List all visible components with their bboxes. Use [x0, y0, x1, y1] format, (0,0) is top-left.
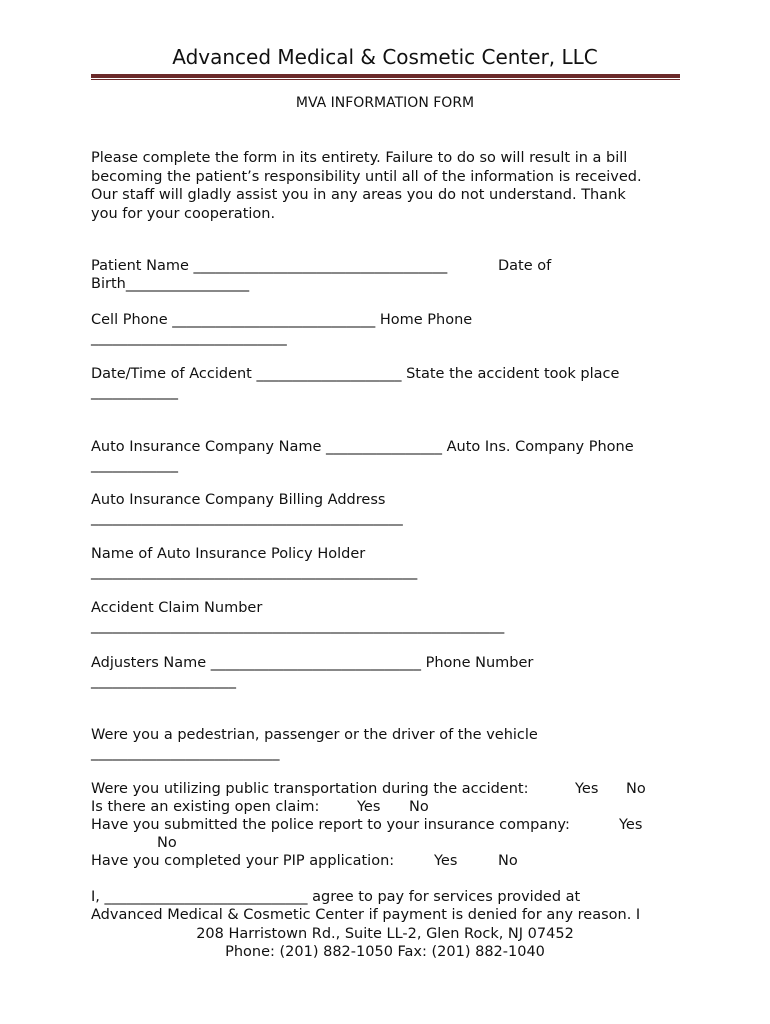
footer-phone: Phone: (201) 882-1050 Fax: (201) 882-1040 [225, 944, 545, 960]
policy-holder-field[interactable]: _____________________________________________ [91, 564, 418, 580]
adjuster-name-field[interactable]: Adjusters Name _____________________________ Phone Number [91, 655, 534, 671]
intro-line: Please complete the form in its entirety. Failure to do so will result in a bill [91, 150, 628, 166]
home-phone-field[interactable]: ___________________________ [91, 330, 287, 346]
public-transport-no[interactable]: No [626, 781, 646, 797]
form-title: MVA INFORMATION FORM [295, 95, 475, 111]
accident-datetime-field[interactable]: Date/Time of Accident ____________________ State the accident took place [91, 366, 620, 382]
pip-no[interactable]: No [498, 853, 518, 869]
company-title: Advanced Medical & Cosmetic Center, LLC [172, 45, 598, 69]
intro-paragraph [91, 149, 691, 223]
claim-number-label: Accident Claim Number [91, 600, 263, 616]
pip-yes[interactable]: Yes [434, 853, 458, 869]
birth-field[interactable]: Birth_________________ [91, 276, 250, 292]
pedestrian-answer-field[interactable]: __________________________ [91, 745, 280, 761]
policy-holder-label: Name of Auto Insurance Policy Holder [91, 546, 366, 562]
patient-name-field[interactable]: Patient Name ___________________________________ [91, 258, 448, 274]
adjuster-phone-field[interactable]: ____________________ [91, 673, 236, 689]
open-claim-no[interactable]: No [409, 799, 429, 815]
footer-address: 208 Harristown Rd., Suite LL-2, Glen Rock, NJ 07452 [196, 926, 574, 942]
open-claim-question: Is there an existing open claim: [91, 799, 320, 815]
accident-state-field[interactable]: ____________ [91, 384, 178, 400]
open-claim-yes[interactable]: Yes [357, 799, 381, 815]
pedestrian-question: Were you a pedestrian, passenger or the driver of the vehicle [91, 727, 538, 743]
billing-address-label: Auto Insurance Company Billing Address [91, 492, 386, 508]
intro-line: Our staff will gladly assist you in any areas you do not understand. Thank [91, 187, 626, 203]
public-transport-yes[interactable]: Yes [575, 781, 599, 797]
auto-insurance-name-field[interactable]: Auto Insurance Company Name ________________ Auto Ins. Company Phone [91, 439, 634, 455]
agreement-line[interactable]: I, ____________________________ agree to pay for services provided at [91, 889, 581, 905]
pip-question: Have you completed your PIP application: [91, 853, 395, 869]
agreement-line: Advanced Medical & Cosmetic Center if payment is denied for any reason. I [91, 907, 641, 923]
billing-address-field[interactable]: ___________________________________________ [91, 510, 403, 526]
auto-insurance-phone-field[interactable]: ____________ [91, 457, 178, 473]
intro-line: becoming the patient’s responsibility until all of the information is received. [91, 168, 642, 185]
header-divider [91, 74, 680, 78]
police-report-no[interactable]: No [157, 835, 177, 851]
date-of-birth-label: Date of [498, 258, 552, 274]
claim-number-field[interactable]: _________________________________________________________ [91, 618, 505, 634]
police-report-yes[interactable]: Yes [619, 817, 643, 833]
cell-phone-field[interactable]: Cell Phone ____________________________ Home Phone [91, 312, 473, 328]
intro-line: you for your cooperation. [91, 205, 276, 222]
public-transport-question: Were you utilizing public transportation during the accident: [91, 781, 529, 797]
header-divider-thin [91, 79, 680, 80]
police-report-question: Have you submitted the police report to your insurance company: [91, 817, 570, 833]
